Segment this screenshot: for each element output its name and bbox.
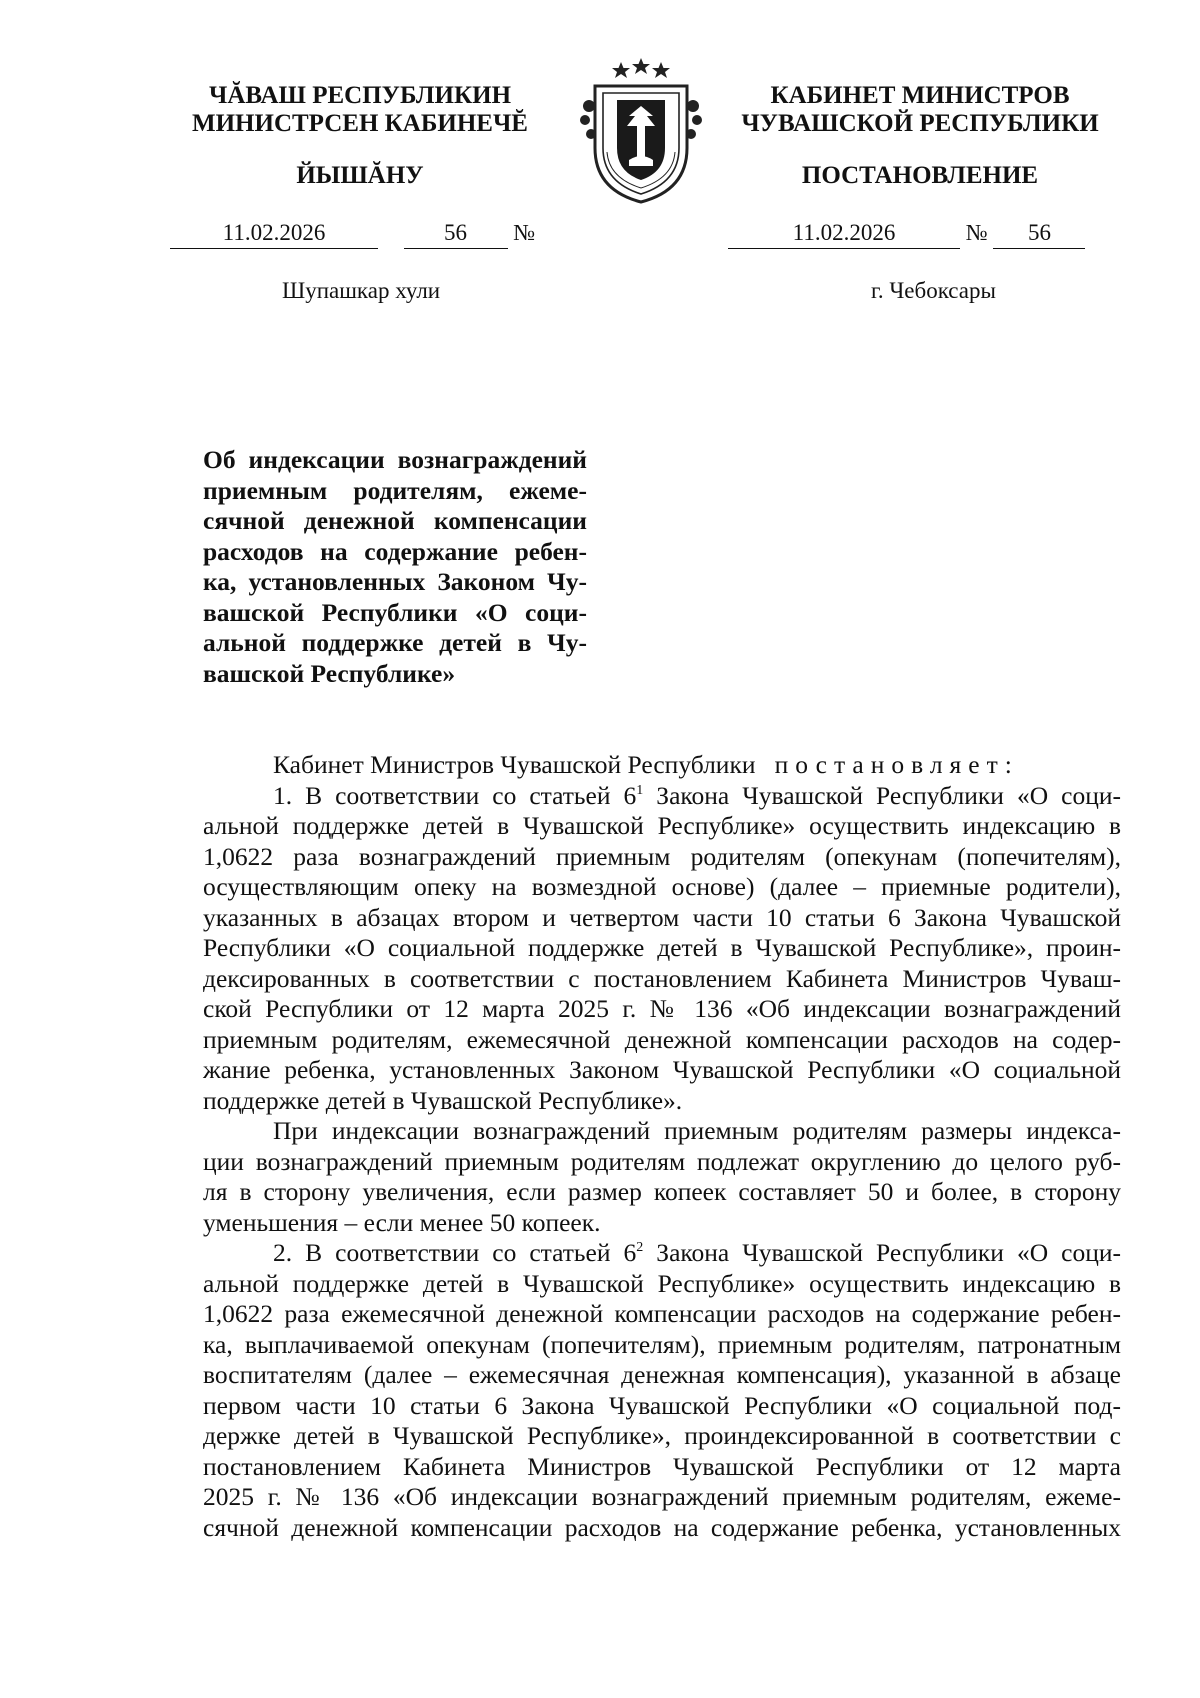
paragraph-3-line: 2025 г. № 136 «Об индексации вознаграждений приемным родителям, ежеме-	[203, 1482, 1121, 1511]
title-line: расходов на содержание ребен-	[203, 536, 587, 566]
paragraph-1-line: 1,0622 раза вознаграждений приемным родителям (опекунам (попечителям),	[203, 841, 1121, 871]
paragraph-2-line: ции вознаграждений приемным родителям подлежат округлению до целого руб-	[203, 1146, 1121, 1176]
left-document-type: ЙЫШĂНУ	[296, 162, 424, 189]
paragraph-2-line: уменьшения – если менее 50 копеек.	[203, 1207, 601, 1237]
intro-verb: постановляет:	[774, 750, 1019, 779]
right-org-line-1: КАБИНЕТ МИНИСТРОВ	[770, 82, 1070, 109]
paragraph-3-line: сячной денежной компенсации расходов на содержание ребенка, установленных	[203, 1512, 1121, 1542]
right-place: г. Чебоксары	[871, 278, 996, 303]
right-requisites	[728, 218, 1085, 249]
title-line: ка, установленных Законом Чу-	[203, 567, 587, 596]
paragraph-3-line: постановлением Кабинета Министров Чувашской Республики от 12 марта	[203, 1451, 1121, 1481]
right-number-sign: №	[965, 220, 988, 245]
title-line: приемным родителям, ежеме-	[203, 475, 587, 505]
chuvash-coat-of-arms-icon	[573, 56, 709, 206]
paragraph-3-line: ка, выплачиваемой опекунам (попечителям), приемным родителям, патронатным	[203, 1329, 1121, 1359]
title-line: Об индексации вознаграждений	[203, 445, 587, 474]
title-line: сячной денежной компенсации	[203, 506, 587, 535]
paragraph-1-line: осуществляющим опеку на возмездной основе) (далее – приемные родители),	[203, 872, 1121, 901]
left-place: Шупашкар хули	[282, 278, 441, 303]
paragraph-2-line: При индексации вознаграждений приемным родителям размеры индекса-	[273, 1116, 1121, 1145]
title-line: вашской Республики «О соци-	[203, 597, 587, 627]
right-organization-name	[720, 82, 1120, 138]
paragraph-3-first-line: 2. В соответствии со статьей $6^2$ Закона Чувашской Республики «О соци-	[273, 1238, 1121, 1267]
paragraph-1-line: приемным родителям, ежемесячной денежной компенсации расходов на содер-	[203, 1024, 1121, 1054]
left-number: 56	[404, 218, 508, 249]
left-organization-name	[170, 82, 550, 138]
superscript: 2	[636, 1240, 644, 1255]
right-org-line-2: ЧУВАШСКОЙ РЕСПУБЛИКИ	[741, 110, 1099, 137]
document-body	[203, 750, 1121, 1543]
paragraph-1-line: указанных в абзацах втором и четвертом части 10 статьи 6 Закона Чувашской	[203, 902, 1121, 932]
paragraph-1-line: поддержке детей в Чувашской Республике».	[203, 1085, 683, 1115]
intro-line	[203, 750, 1121, 781]
right-date: 11.02.2026	[728, 218, 960, 249]
superscript: 1	[636, 782, 644, 798]
paragraph-1-line: ской Республики от 12 марта 2025 г. № 136 «Об индексации вознаграждений	[203, 994, 1121, 1023]
paragraph-2-line: ля в сторону увеличения, если размер копеек составляет 50 и более, в сторону	[203, 1177, 1121, 1206]
paragraph-3-line: 1,0622 раза ежемесячной денежной компенсации расходов на содержание ребен-	[203, 1299, 1121, 1328]
title-line: альной поддержке детей в Чу-	[203, 628, 587, 657]
left-org-line-1: ЧĂВАШ РЕСПУБЛИКИН	[208, 82, 512, 109]
paragraph-3-line: держке детей в Чувашской Республике», проиндексированной в соответствии с	[203, 1421, 1121, 1450]
left-requisites	[170, 218, 535, 249]
paragraph-1-line: Республики «О социальной поддержке детей в Чувашской Республике», проин-	[203, 933, 1121, 962]
intro-text: Кабинет Министров Чувашской Республики	[273, 750, 756, 779]
left-org-line-2: МИНИСТРСЕН КАБИНЕЧĔ	[192, 110, 528, 137]
left-date: 11.02.2026	[170, 218, 378, 249]
paragraph-3-line: воспитателям (далее – ежемесячная денежная компенсация), указанной в абзаце	[203, 1360, 1121, 1389]
paragraph-1-line: альной поддержке детей в Чувашской Республике» осуществить индексацию в	[203, 811, 1121, 840]
right-document-type: ПОСТАНОВЛЕНИЕ	[801, 162, 1039, 189]
paragraph-1-line: дексированных в соответствии с постановлением Кабинета Министров Чуваш-	[203, 963, 1121, 993]
right-number: 56	[993, 218, 1085, 249]
paragraph-3-line: первом части 10 статьи 6 Закона Чувашской Республики «О социальной под-	[203, 1390, 1121, 1420]
paragraph-3-line: альной поддержке детей в Чувашской Республике» осуществить индексацию в	[203, 1268, 1121, 1298]
paragraph-1-line: жание ребенка, установленных Законом Чувашской Республики «О социальной	[203, 1055, 1121, 1084]
document-title	[203, 445, 587, 689]
paragraph-1-first-line: 1. В соответствии со статьей $6^1$ Закона Чувашской Республики «О соци-	[273, 780, 1121, 810]
title-line: вашской Республике»	[203, 658, 456, 688]
left-number-sign: №	[513, 220, 536, 245]
